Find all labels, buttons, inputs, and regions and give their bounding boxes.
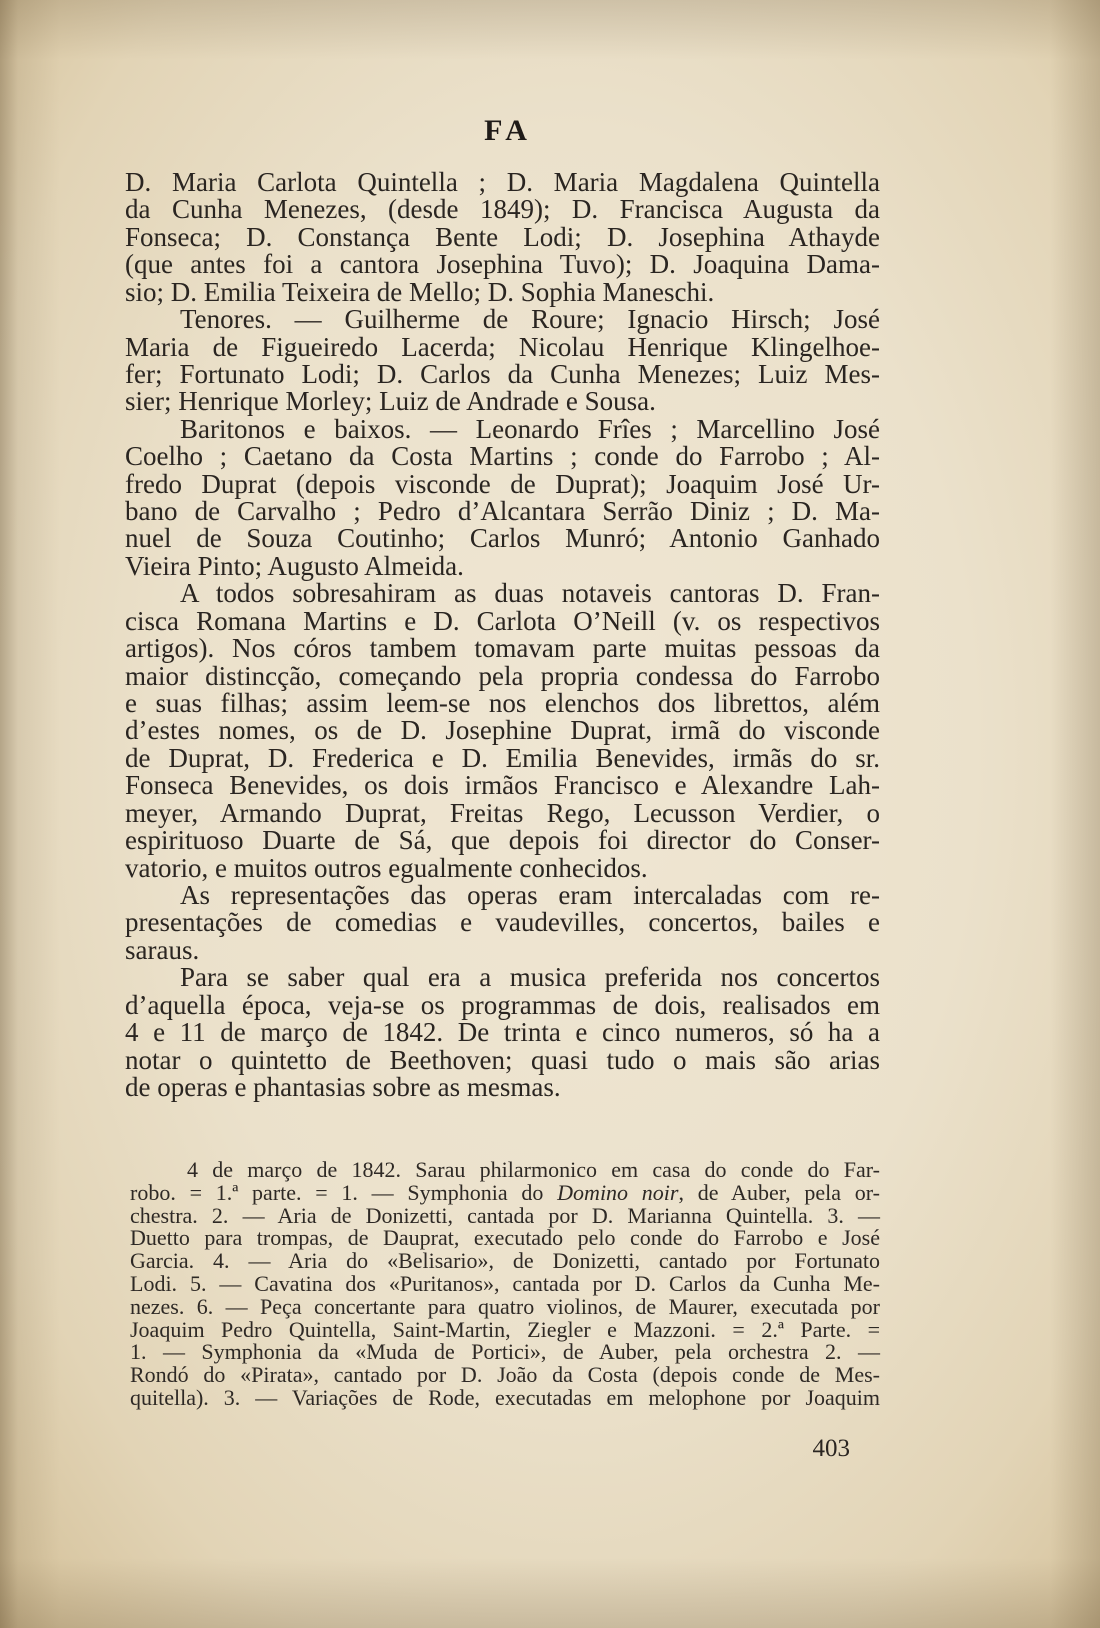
footnote-line: Rondó do «Pirata», cantado por D. João da Costa (depois conde de Mes- (130, 1362, 880, 1388)
text-line: d’aquella época, veja-se os programmas de dois, realisados em (125, 989, 880, 1020)
main-text (125, 169, 880, 1101)
text-line: bano de Carvalho ; Pedro d’Alcantara Serrão Diniz ; D. Ma- (125, 496, 880, 527)
text-line: vatorio, e muitos outros egualmente conhecidos. (125, 852, 648, 883)
footnote-line: nezes. 6. — Peça concertante para quatro violinos, de Maurer, executada por (130, 1293, 880, 1319)
text-line: e suas filhas; assim leem-se nos elenchos dos librettos, além (125, 688, 880, 719)
text-line: Maria de Figueiredo Lacerda; Nicolau Henrique Klingelhoe- (125, 331, 880, 362)
text-line: cisca Romana Martins e D. Carlota O’Neill (v. os respectivos (125, 605, 880, 636)
text-line: presentações de comedias e vaudevilles, concertos, bailes e (125, 907, 880, 938)
footnote-line: quitella). 3. — Variações de Rode, executadas em melophone por Joaquim (130, 1384, 880, 1410)
text-line: artigos). Nos córos tambem tomavam parte muitas pessoas da (125, 633, 880, 664)
text-line: sio; D. Emilia Teixeira de Mello; D. Sophia Maneschi. (125, 276, 715, 307)
text-line: espirituoso Duarte de Sá, que depois foi director do Conser- (125, 825, 880, 856)
text-line: d’estes nomes, os de D. Josephine Duprat, irmã do visconde (125, 715, 880, 746)
text-line: notar o quintetto de Beethoven; quasi tudo o mais são arias (125, 1044, 880, 1075)
footnote-line: Lodi. 5. — Cavatina dos «Puritanos», cantada por D. Carlos da Cunha Me- (130, 1270, 880, 1296)
text-line: Para se saber qual era a musica preferida nos concertos (180, 962, 880, 993)
footnote-line: 1. — Symphonia da «Muda de Portici», de Auber, pela orchestra 2. — (130, 1339, 880, 1365)
text-line: saraus. (125, 934, 200, 965)
text-line: nuel de Souza Coutinho; Carlos Munró; Antonio Ganhado (125, 523, 880, 554)
work-title: Domino noir (557, 1179, 679, 1205)
text-line: D. Maria Carlota Quintella ; D. Maria Magdalena Quintella (125, 167, 880, 197)
text-line: Fonseca; D. Constança Bente Lodi; D. Josephina Athayde (125, 221, 880, 252)
text-line: sier; Henrique Morley; Luiz de Andrade e Sousa. (125, 386, 656, 417)
footnote-text: , de Auber, pela or- (678, 1179, 881, 1205)
paragraph (125, 169, 880, 306)
text-line: maior distincção, começando pela propria condessa do Farrobo (125, 660, 880, 691)
footnote-text: robo. = 1.ª parte. = 1. — Symphonia do (130, 1179, 558, 1205)
text-line: fer; Fortunato Lodi; D. Carlos da Cunha Menezes; Luiz Mes- (125, 358, 880, 389)
paragraph (125, 580, 880, 882)
paragraph (125, 306, 880, 416)
text-line: Vieira Pinto; Augusto Almeida. (125, 550, 464, 581)
text-line: Fonseca Benevides, os dois irmãos Francisco e Alexandre Lah- (125, 770, 880, 801)
footnote-line: Duetto para trompas, de Dauprat, executado pelo conde do Farrobo e José (130, 1225, 880, 1251)
footnote-line: Garcia. 4. — Aria do «Belisario», de Donizetti, cantado por Fortunato (130, 1248, 880, 1274)
paragraph (125, 413, 880, 581)
text-line: fredo Duprat (depois visconde de Duprat); Joaquim José Ur- (125, 468, 880, 499)
running-head: FA (484, 114, 532, 147)
text-line: 4 e 11 de março de 1842. De trinta e cinco numeros, só ha a (125, 1017, 880, 1048)
footnote-line (130, 1179, 881, 1205)
page-number: 403 (812, 1435, 850, 1462)
text-line: A todos sobresahiram as duas notaveis cantoras D. Fran- (180, 578, 880, 609)
footnote-line: 4 de março de 1842. Sarau philarmonico em casa do conde do Far- (187, 1157, 880, 1182)
text-line: da Cunha Menezes, (desde 1849); D. Francisca Augusta da (125, 194, 880, 225)
text-line: meyer, Armando Duprat, Freitas Rego, Lecusson Verdier, o (125, 797, 880, 828)
text-line: As representações das operas eram intercaladas com re- (180, 879, 880, 910)
text-line: Coelho ; Caetano da Costa Martins ; conde do Farrobo ; Al- (125, 441, 880, 472)
footnote-line: Joaquim Pedro Quintella, Saint-Martin, Ziegler e Mazzoni. = 2.ª Parte. = (130, 1316, 880, 1342)
text-line: de operas e phantasias sobre as mesmas. (125, 1071, 561, 1102)
text-line: Tenores. — Guilherme de Roure; Ignacio Hirsch; José (180, 304, 880, 335)
text-line: de Duprat, D. Frederica e D. Emilia Benevides, irmãs do sr. (125, 742, 880, 773)
text-line: Baritonos e baixos. — Leonardo Frîes ; Marcellino José (180, 413, 880, 444)
footnote-line: chestra. 2. — Aria de Donizetti, cantada por D. Marianna Quintella. 3. — (130, 1202, 880, 1228)
text-line: (que antes foi a cantora Josephina Tuvo); D. Joaquina Dama- (125, 249, 880, 280)
footnote (130, 1159, 880, 1410)
paragraph (125, 964, 880, 1101)
paragraph (125, 879, 880, 965)
